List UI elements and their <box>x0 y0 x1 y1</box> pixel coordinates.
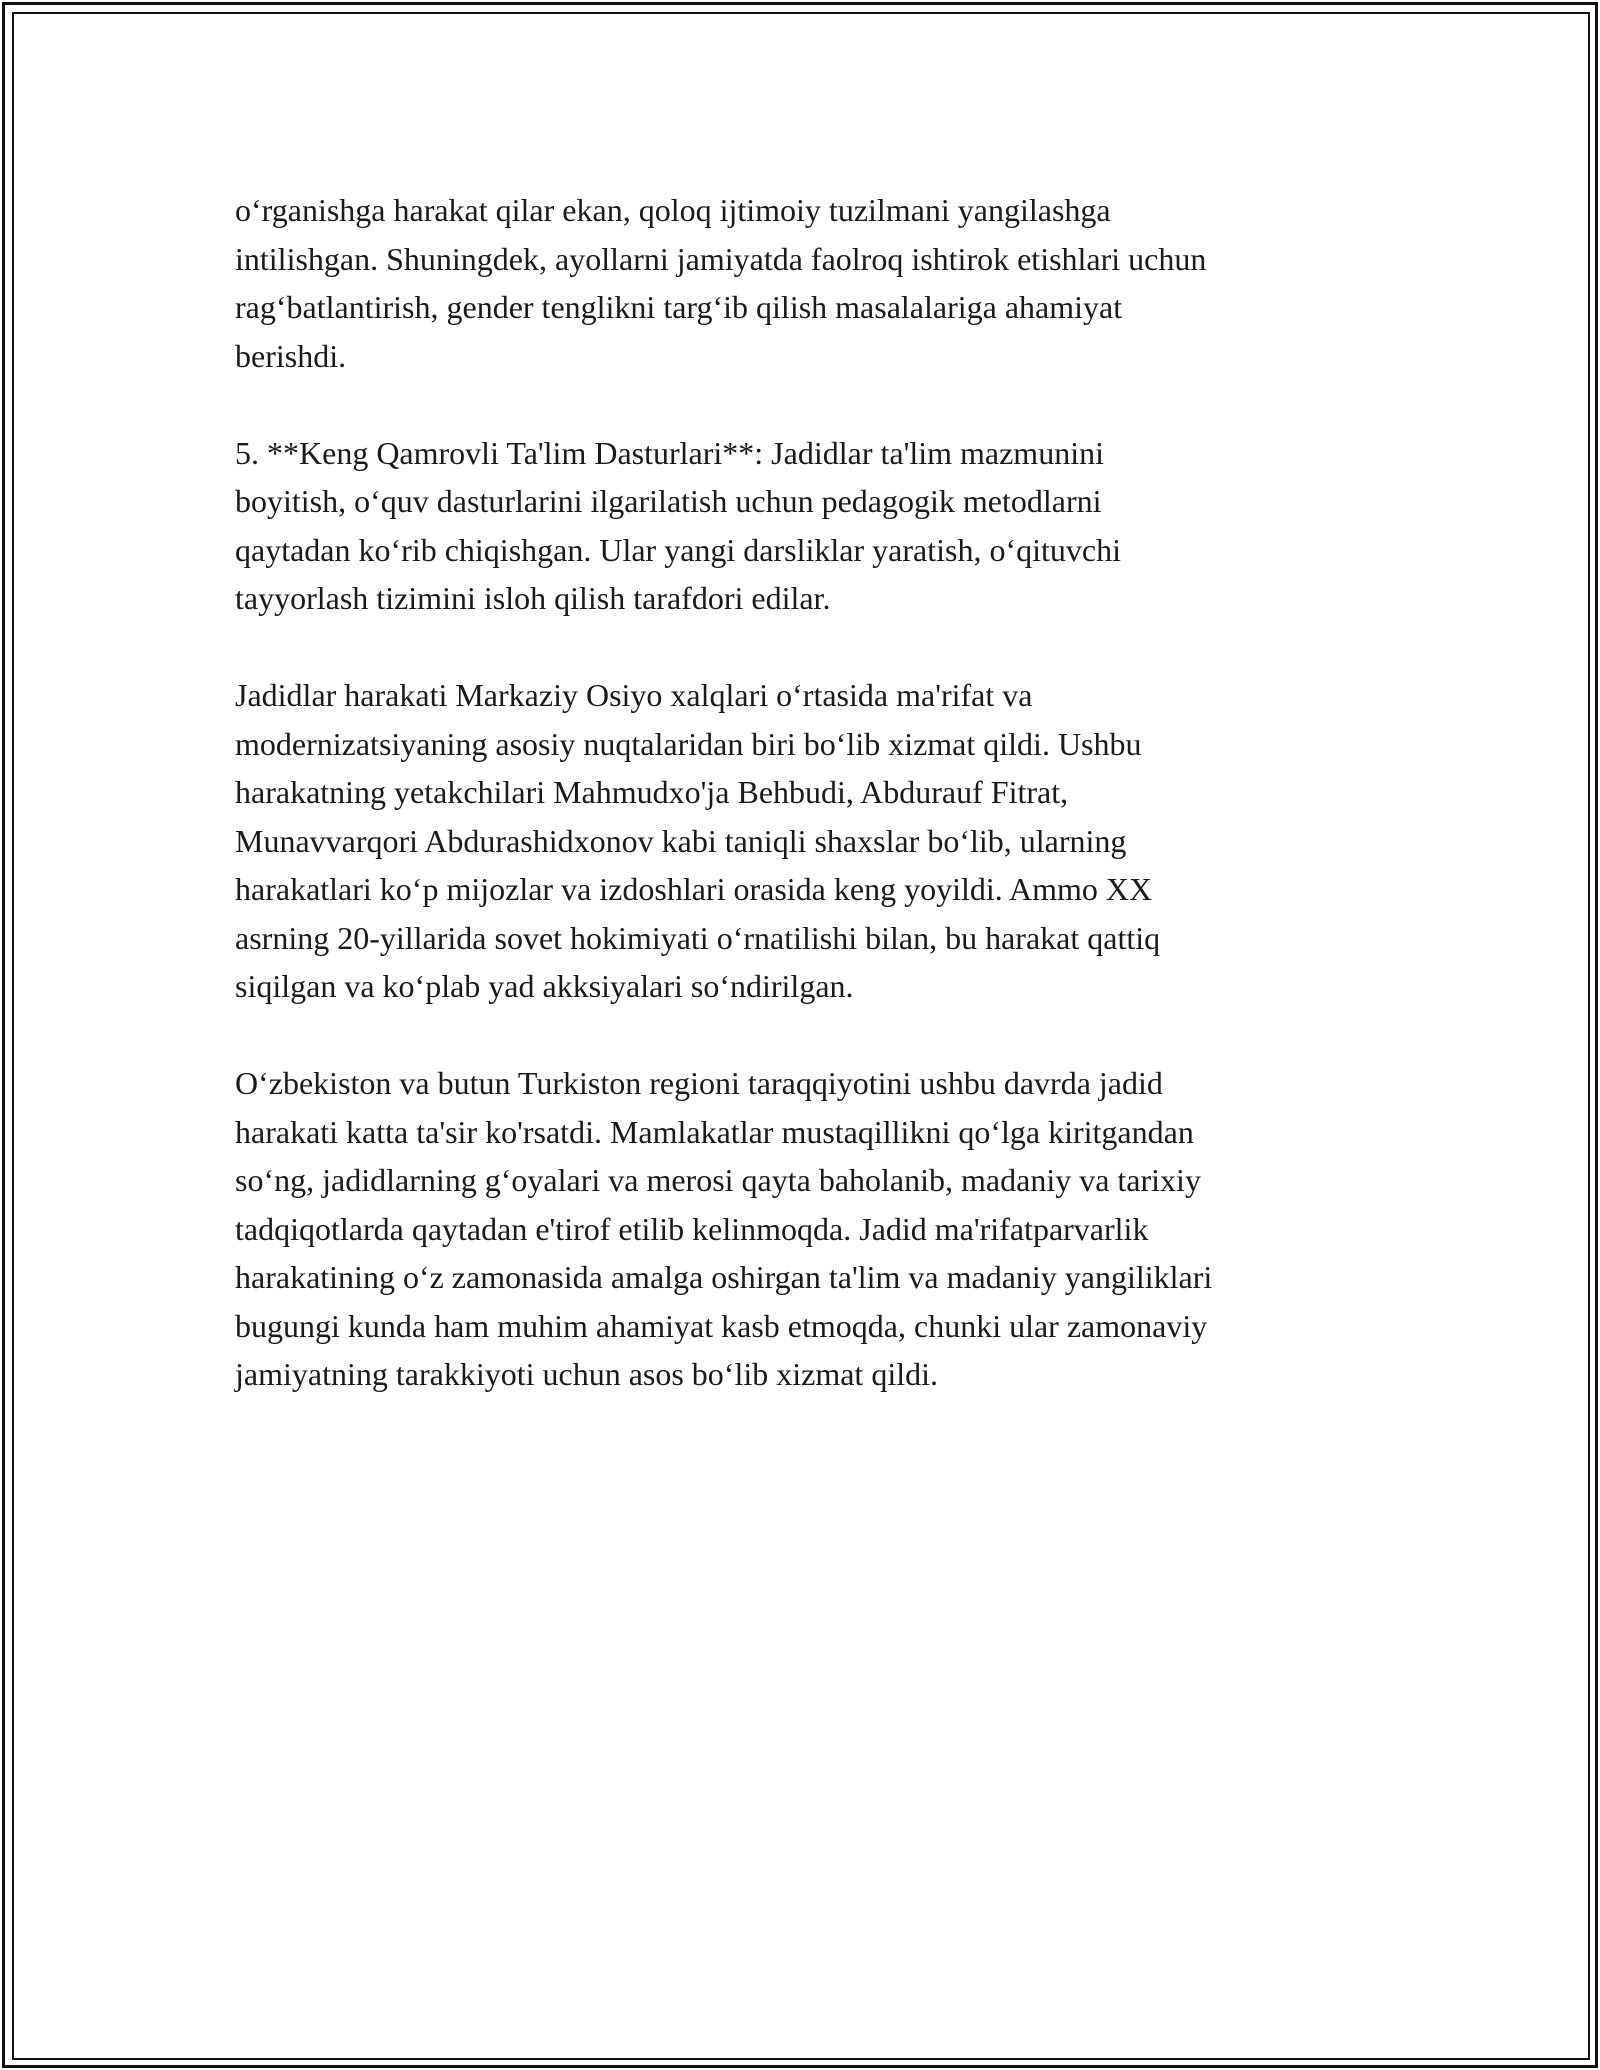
text-line: Oʻzbekiston va butun Turkiston regioni taraqqiyotini ushbu davrda jadid <box>235 1065 1163 1101</box>
paragraph-legacy <box>235 1059 1370 1399</box>
text-line: oʻrganishga harakat qilar ekan, qoloq ijtimoiy tuzilmani yangilashga <box>235 192 1111 228</box>
document-body <box>235 186 1370 1447</box>
text-line: bugungi kunda ham muhim ahamiyat kasb etmoqda, chunki ular zamonaviy <box>235 1307 1208 1344</box>
text-line: intilishgan. Shuningdek, ayollarni jamiyatda faolroq ishtirok etishlari uchun <box>235 240 1207 277</box>
text-line: harakati katta ta'sir ko'rsatdi. Mamlakatlar mustaqillikni qoʻlga kiritgandan <box>235 1113 1194 1150</box>
text-line: jamiyatning tarakkiyoti uchun asos boʻlib xizmat qildi. <box>235 1356 938 1392</box>
paragraph-education-programs <box>235 429 1370 623</box>
text-line: modernizatsiyaning asosiy nuqtalaridan biri boʻlib xizmat qildi. Ushbu <box>235 725 1142 762</box>
text-line: boyitish, oʻquv dasturlarini ilgarilatish uchun pedagogik metodlarni <box>235 483 1102 519</box>
text-line: harakatlari koʻp mijozlar va izdoshlari orasida keng yoyildi. Ammo XX <box>235 871 1153 907</box>
text-line: qaytadan koʻrib chiqishgan. Ular yangi darsliklar yaratish, oʻqituvchi <box>235 531 1121 568</box>
paragraph-jadid-movement <box>235 671 1370 1011</box>
text-line: harakatning yetakchilari Mahmudxo'ja Behbudi, Abdurauf Fitrat, <box>235 774 1069 810</box>
text-line: Jadidlar harakati Markaziy Osiyo xalqlari oʻrtasida ma'rifat va <box>235 677 1033 713</box>
text-line: soʻng, jadidlarning gʻoyalari va merosi qayta baholanib, madaniy va tarixiy <box>235 1162 1201 1198</box>
text-line: siqilgan va koʻplab yad akksiyalari soʻndirilgan. <box>235 968 854 1004</box>
text-line: berishdi. <box>235 337 347 374</box>
text-line: ragʻbatlantirish, gender tenglikni targʻib qilish masalalariga ahamiyat <box>235 289 1123 325</box>
text-line: harakatining oʻz zamonasida amalga oshirgan ta'lim va madaniy yangiliklari <box>235 1259 1213 1295</box>
text-line: tayyorlash tizimini isloh qilish tarafdori edilar. <box>235 580 831 616</box>
text-line: Munavvarqori Abdurashidxonov kabi taniqli shaxslar boʻlib, ularning <box>235 822 1127 859</box>
paragraph-women-reform <box>235 186 1370 380</box>
text-line: tadqiqotlarda qaytadan e'tirof etilib kelinmoqda. Jadid ma'rifatparvarlik <box>235 1210 1149 1247</box>
text-line: 5. **Keng Qamrovli Ta'lim Dasturlari**: Jadidlar ta'lim mazmunini <box>235 434 1104 471</box>
text-line: asrning 20-yillarida sovet hokimiyati oʻrnatilishi bilan, bu harakat qattiq <box>235 919 1161 956</box>
